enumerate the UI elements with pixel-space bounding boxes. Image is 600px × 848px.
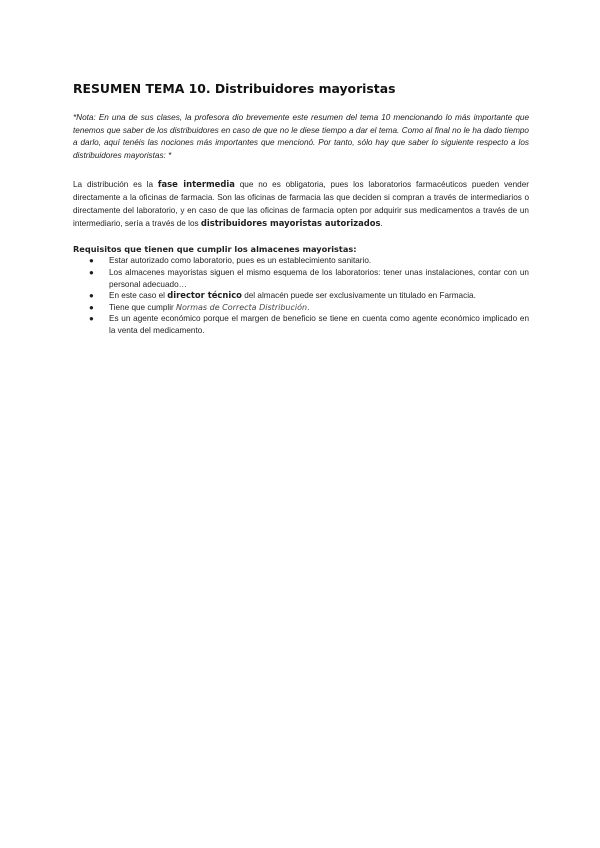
requirement-text: Es un agente económico porque el margen de beneficio se tiene en cuenta como agente económico implicado en la venta del medicamento. — [109, 314, 529, 335]
bullet-icon: ● — [89, 314, 94, 324]
paragraph-text-3: . — [380, 219, 383, 229]
list-item — [73, 290, 529, 302]
requirement-text-pre: Tiene que cumplir — [109, 302, 177, 312]
list-item — [73, 313, 529, 336]
bullet-icon: ● — [89, 302, 94, 312]
requirement-text-post: . — [307, 302, 310, 312]
bullet-icon: ● — [89, 291, 94, 301]
requirement-text-post: del almacén puede ser exclusivamente un titulado en Farmacia. — [241, 291, 476, 301]
list-item — [73, 255, 529, 267]
requirement-bold-director-tecnico: director técnico — [167, 290, 242, 301]
paragraph-bold-distribuidores: distribuidores mayoristas autorizados — [200, 218, 381, 229]
paragraph-bold-fase-intermedia: fase intermedia — [157, 179, 235, 190]
bullet-icon: ● — [89, 256, 94, 266]
paragraph-text-2: que no es obligatoria, pues los laboratorios farmacéuticos pueden vender directamente a la oficinas de farmacia. Son las oficinas de farmacia las que deciden si compran a través de intermediarios o directamente del laboratorio, y en caso de que las oficinas de farmacia opten por adquirir sus medicamentos a través de un intermediario, sería a través de los — [73, 180, 529, 229]
paragraph-text-1: La distribución es la — [73, 180, 158, 190]
requirements-list — [73, 255, 529, 336]
requirement-text-pre: En este caso el — [109, 291, 168, 301]
requirement-italic-normas: Normas de Correcta Distribución — [176, 302, 308, 312]
teacher-note: *Nota: En una de sus clases, la profesora dio brevemente este resumen del tema 10 mencionando lo más importante que tenemos que saber de los distribuidores en caso de que no le diese tiempo a dar el tema. Como al final no le ha dado tiempo a darlo, aquí tenéis las nociones más importantes que mencionó. Por tanto, sólo hay que saber lo siguiente respecto a los distribuidores mayoristas: * — [73, 113, 529, 160]
requirement-text: Los almacenes mayoristas siguen el mismo esquema de los laboratorios: tener unas instalaciones, contar con un personal adecuado… — [109, 267, 529, 289]
list-item — [73, 267, 529, 290]
requirements-heading: Requisitos que tienen que cumplir los almacenes mayoristas: — [73, 243, 357, 254]
distribution-paragraph — [73, 178, 529, 230]
list-item — [73, 302, 529, 314]
requirement-text: Estar autorizado como laboratorio, pues es un establecimiento sanitario. — [109, 256, 372, 266]
document-title: RESUMEN TEMA 10. Distribuidores mayoristas — [73, 81, 396, 96]
bullet-icon: ● — [89, 267, 94, 277]
document-body — [73, 80, 529, 337]
